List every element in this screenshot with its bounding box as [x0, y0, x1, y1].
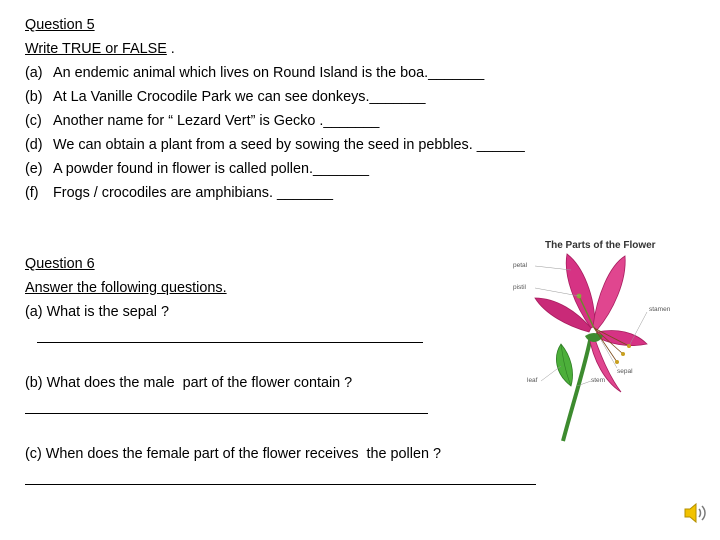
- figure-title: The Parts of the Flower: [545, 240, 656, 251]
- item-label: (d): [25, 137, 43, 153]
- q6-question-a: [25, 303, 169, 321]
- q5-item-f: [25, 184, 333, 202]
- instruction-text: Write TRUE or FALSE: [25, 41, 167, 57]
- stem-shape: [563, 336, 591, 441]
- speaker-icon[interactable]: [682, 500, 708, 526]
- label-leaf: leaf: [527, 377, 538, 384]
- item-text: An endemic animal which lives on Round Island is the boa._______: [53, 65, 485, 81]
- q5-item-e: [25, 160, 369, 178]
- item-text: Another name for “ Lezard Vert” is Gecko ._______: [53, 113, 380, 129]
- answer-line-c[interactable]: [25, 484, 536, 485]
- flower-diagram: [505, 236, 675, 446]
- label-stamen: stamen: [649, 306, 671, 313]
- item-label: (c): [25, 113, 42, 129]
- petal-shape: [593, 256, 625, 330]
- q5-item-b: [25, 88, 426, 106]
- label-petal: petal: [513, 262, 528, 269]
- item-text: We can obtain a plant from a seed by sowing the seed in pebbles. ______: [53, 137, 525, 153]
- question-5-title: Question 5: [25, 17, 95, 33]
- question-label: (b): [25, 375, 43, 391]
- q5-item-d: [25, 136, 525, 154]
- item-label: (f): [25, 185, 39, 201]
- q5-item-a: [25, 64, 484, 82]
- q6-question-b: [25, 374, 352, 392]
- answer-line-a[interactable]: [37, 342, 423, 343]
- q5-item-c: [25, 112, 379, 130]
- item-text: Frogs / crocodiles are amphibians. _______: [53, 185, 333, 201]
- question-5-instruction: [25, 40, 175, 58]
- q6-question-c: [25, 445, 441, 463]
- question-6-instruction: Answer the following questions.: [25, 280, 227, 296]
- item-label: (e): [25, 161, 43, 177]
- question-text: What does the male part of the flower contain ?: [46, 375, 353, 391]
- question-text: When does the female part of the flower receives the pollen ?: [45, 446, 441, 462]
- label-pistil: pistil: [513, 284, 527, 291]
- item-label: (b): [25, 89, 43, 105]
- label-sepal: sepal: [617, 368, 633, 375]
- item-label: (a): [25, 65, 43, 81]
- answer-line-b[interactable]: [25, 413, 428, 414]
- question-6-title: Question 6: [25, 256, 95, 272]
- question-label: (c): [25, 446, 42, 462]
- flower-illustration: [505, 236, 675, 446]
- item-text: A powder found in flower is called pollen._______: [53, 161, 370, 177]
- item-text: At La Vanille Crocodile Park we can see donkeys._______: [53, 89, 426, 105]
- label-stem: stem: [591, 377, 606, 384]
- question-text: What is the sepal ?: [46, 304, 169, 320]
- question-label: (a): [25, 304, 43, 320]
- instruction-tail: .: [166, 41, 175, 57]
